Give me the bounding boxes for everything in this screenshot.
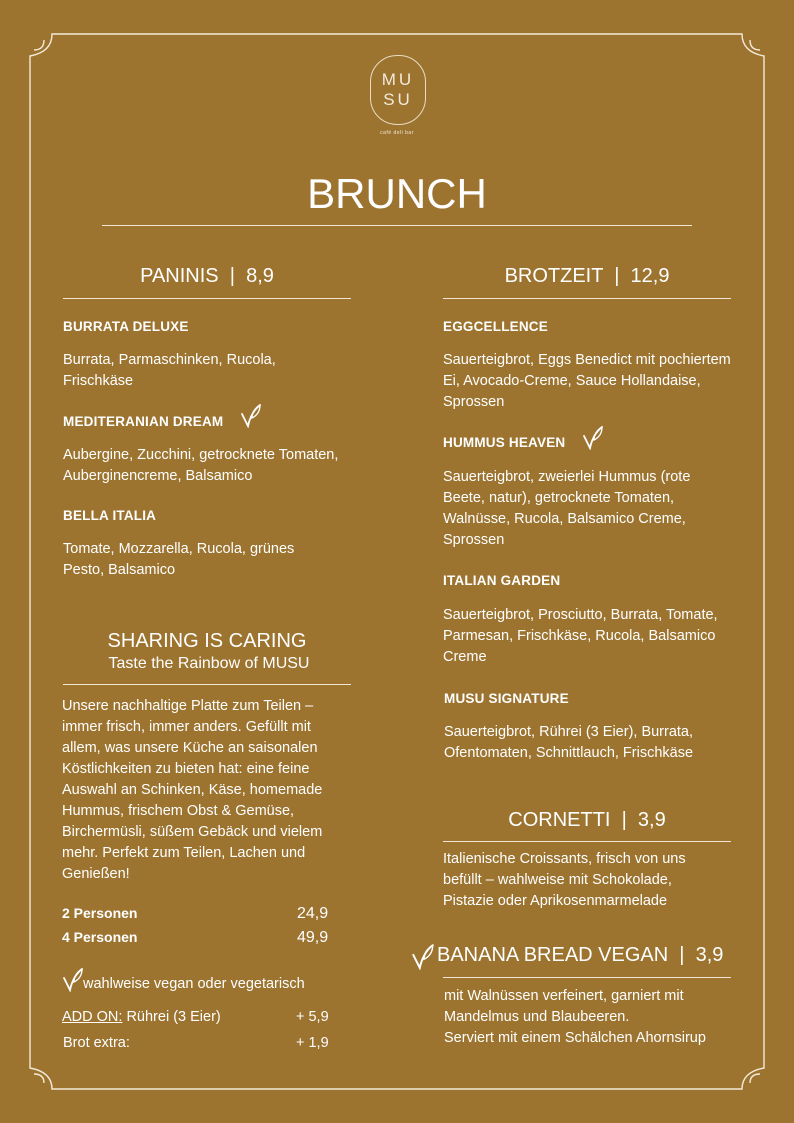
vegan-leaf-icon [62,966,84,992]
vegan-leaf-icon [582,424,604,450]
panini-desc-mediteranian-dream: Aubergine, Zucchini, getrocknete Tomaten, Auberginencreme, Balsamico [63,447,339,484]
banana-bread-divider [443,977,731,978]
cornetti-divider [443,841,731,842]
brotzeit-name-musu-signature: MUSU SIGNATURE [444,691,569,706]
cornetti-heading: CORNETTI | 3,9 [508,809,666,831]
panini-desc-bella-italia: Tomate, Mozzarella, Rucola, grünes Pesto, Balsamico [63,541,295,578]
addon-text: Rührei (3 Eier) [126,1009,221,1025]
addon-label: ADD ON: [62,1009,123,1025]
paninis-divider [63,298,351,299]
brotzeit-desc-italian-garden: Sauerteigbrot, Prosciutto, Burrata, Tomate, Parmesan, Frischkäse, Rucola, Balsamico Creme [443,607,718,665]
banana-bread-heading: BANANA BREAD VEGAN | 3,9 [437,944,724,966]
musu-logo [370,55,426,125]
sharing-desc: Unsere nachhaltige Platte zum Teilen – immer frisch, immer anders. Gefüllt mit allem, was unsere Küche an saisonalen Köstlichkeiten zu bieten hat: eine feine Auswahl an Schinken, Käse, homemade Hummus, frischem Obst & Gemüse, Birchermüsli, süßem Gebäck und vielem mehr. Perfekt zum Teilen, Lachen und Genießen! [62,698,323,882]
addon-row [62,1009,221,1025]
title-divider [102,225,692,226]
cornetti-desc: Italienische Croissants, frisch von uns befüllt – wahlweise mit Schokolade, Pistazie oder Aprikosenmarmelade [443,851,686,909]
brotzeit-heading: BROTZEIT | 12,9 [504,265,670,287]
vegan-leaf-icon [240,402,262,428]
panini-name-bella-italia: BELLA ITALIA [63,508,157,523]
panini-name-burrata-deluxe: BURRATA DELUXE [63,319,189,334]
brotzeit-desc-eggcellence: Sauerteigbrot, Eggs Benedict mit pochiertem Ei, Avocado-Creme, Sauce Hollandaise, Sprossen [443,352,731,410]
logo-line-1: MU [381,70,415,89]
page-title: BRUNCH [307,170,487,217]
bread-price: + 1,9 [296,1035,329,1051]
sharing-price-2-label: 2 Personen [62,905,138,921]
paninis-heading: PANINIS | 8,9 [140,265,274,287]
brotzeit-name-italian-garden: ITALIAN GARDEN [443,573,561,588]
sharing-price-4-label: 4 Personen [62,929,138,945]
brotzeit-name-hummus-heaven: HUMMUS HEAVEN [443,435,566,450]
brotzeit-name-eggcellence: EGGCELLENCE [443,319,548,334]
brotzeit-desc-musu-signature: Sauerteigbrot, Rührei (3 Eier), Burrata, Ofentomaten, Schnittlauch, Frischkäse [444,724,694,761]
brotzeit-divider [443,298,731,299]
panini-desc-burrata-deluxe: Burrata, Parmaschinken, Rucola, Frischkäse [63,352,276,389]
brotzeit-desc-hummus-heaven: Sauerteigbrot, zweierlei Hummus (rote Beete, natur), getrocknete Tomaten, Walnüsse, Rucola, Balsamico Creme, Sprossen [443,469,691,548]
banana-bread-desc-1: mit Walnüssen verfeinert, garniert mit [444,988,684,1004]
sharing-subheading: Taste the Rainbow of MUSU [108,655,310,672]
sharing-divider [63,684,351,685]
banana-bread-desc-2: Mandelmus und Blaubeeren. [444,1009,630,1025]
vegan-leaf-icon [411,942,435,970]
sharing-price-2-value: 24,9 [297,905,329,922]
banana-bread-desc-3: Serviert mit einem Schälchen Ahornsirup [444,1030,706,1046]
addon-price: + 5,9 [296,1009,329,1025]
vegan-note: wahlweise vegan oder vegetarisch [83,976,305,992]
sharing-heading: SHARING IS CARING [107,630,307,652]
logo-tagline: café deli bar [380,130,414,136]
sharing-price-4-value: 49,9 [297,929,329,946]
bread-label: Brot extra: [63,1035,130,1051]
panini-name-mediteranian-dream: MEDITERANIAN DREAM [63,414,224,429]
logo-line-2: SU [383,90,413,109]
